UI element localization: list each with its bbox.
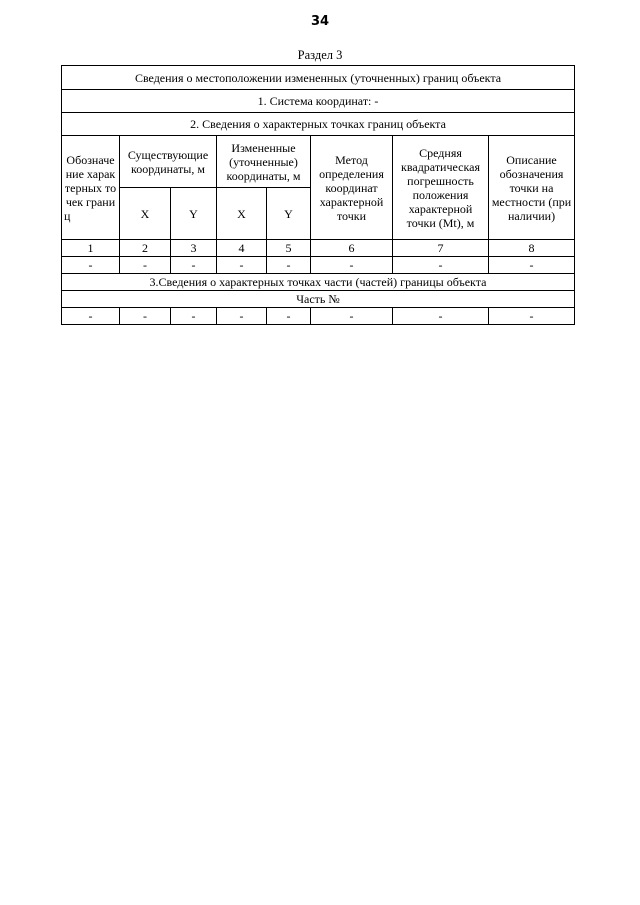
header-changed-coordinates: Измененные (уточненные) координаты, м xyxy=(217,136,311,188)
header-description: Описание обозначения точки на местности (при наличии) xyxy=(489,136,575,240)
table-row xyxy=(62,308,575,325)
table-cell: - xyxy=(311,308,393,325)
table-cell: - xyxy=(489,257,575,274)
header-method: Метод определения координат характерной точки xyxy=(311,136,393,240)
table-cell: - xyxy=(62,308,120,325)
column-number: 3 xyxy=(171,240,217,257)
boundary-table xyxy=(61,65,575,325)
table-cell: - xyxy=(393,308,489,325)
column-number: 4 xyxy=(217,240,267,257)
table-cell: - xyxy=(171,257,217,274)
header-point-designation: Обозначение характерных точек границ xyxy=(62,136,120,240)
coordinate-system: 1. Система координат: - xyxy=(62,90,575,113)
section-label: Раздел 3 xyxy=(297,48,343,62)
part-heading: 3.Сведения о характерных точках части (частей) границы объекта xyxy=(62,274,575,291)
header-mean-error: Средняя квадратическая погрешность положения характерной точки (Mt), м xyxy=(393,136,489,240)
table-cell: - xyxy=(489,308,575,325)
table-cell: - xyxy=(120,257,171,274)
column-number: 5 xyxy=(267,240,311,257)
table-cell: - xyxy=(267,308,311,325)
table-cell: - xyxy=(62,257,120,274)
table-cell: - xyxy=(311,257,393,274)
points-heading: 2. Сведения о характерных точках границ объекта xyxy=(62,113,575,136)
table-cell: - xyxy=(393,257,489,274)
header-changed-y: Y xyxy=(267,188,311,240)
table-title: Сведения о местоположении измененных (уточненных) границ объекта xyxy=(62,66,575,90)
part-number-label: Часть № xyxy=(62,291,575,308)
column-number: 6 xyxy=(311,240,393,257)
header-changed-x: X xyxy=(217,188,267,240)
table-cell: - xyxy=(267,257,311,274)
table-row xyxy=(62,257,575,274)
table-cell: - xyxy=(217,257,267,274)
column-number: 2 xyxy=(120,240,171,257)
column-number: 8 xyxy=(489,240,575,257)
table-cell: - xyxy=(171,308,217,325)
column-number: 1 xyxy=(62,240,120,257)
page-number: 34 xyxy=(310,14,330,29)
header-existing-x: X xyxy=(120,188,171,240)
header-existing-y: Y xyxy=(171,188,217,240)
column-number: 7 xyxy=(393,240,489,257)
table-cell: - xyxy=(217,308,267,325)
table-cell: - xyxy=(120,308,171,325)
header-existing-coordinates: Существующие координаты, м xyxy=(120,136,217,188)
